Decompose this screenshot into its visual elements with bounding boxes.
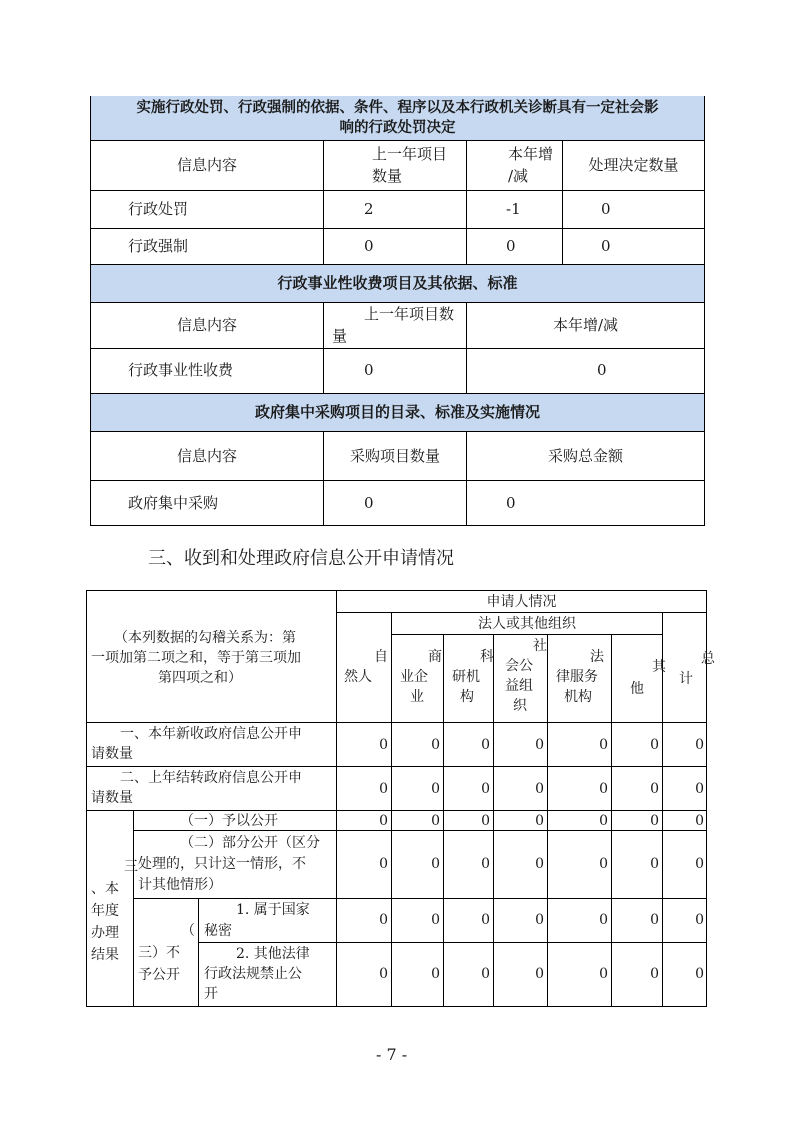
row-law-forbid-l3: 开 xyxy=(204,986,218,1002)
col-commercial-l3: 业 xyxy=(410,689,424,705)
row-admin-enforce-decisions: 0 xyxy=(601,237,611,255)
col-research-l2: 研机 xyxy=(452,669,480,685)
value-new-requests-natural: 0 xyxy=(379,737,388,753)
section2-title: 行政事业性收费项目及其依据、标准 xyxy=(277,274,518,292)
row-admin-penalty-change: -1 xyxy=(506,200,521,218)
row-carryover-l1: 二、上年结转政府信息公开申 xyxy=(120,770,302,786)
value-carryover-total: 0 xyxy=(695,781,704,797)
value-grant-commercial: 0 xyxy=(431,813,440,829)
legal-entity-header: 法人或其他组织 xyxy=(478,616,576,632)
section1-title-line1: 实施行政处罚、行政强制的依据、条件、程序以及本行政机关诊断具有一定社会影 xyxy=(136,99,659,116)
result-label-l2: 、本 xyxy=(91,881,119,897)
col-research-l3: 构 xyxy=(460,689,474,705)
col-total-l1: 总 xyxy=(701,651,715,667)
row-state-secret-l1: 1. 属于国家 xyxy=(236,902,310,918)
header-change-l1: 本年增 xyxy=(508,145,554,163)
value-grant-other: 0 xyxy=(650,813,659,829)
col-other-l1: 其 xyxy=(652,659,666,675)
row-carryover-l2: 请数量 xyxy=(91,790,133,806)
value-state-secret-natural: 0 xyxy=(379,912,388,928)
row-admin-penalty-decisions: 0 xyxy=(601,200,611,218)
value-carryover-other: 0 xyxy=(650,781,659,797)
value-partial-other: 0 xyxy=(650,856,659,872)
col-legal-l1: 法 xyxy=(590,649,604,665)
row-grant-label: （一）予以公开 xyxy=(180,813,278,829)
row-law-forbid-l1: 2. 其他法律 xyxy=(236,946,310,962)
section-heading: 三、收到和处理政府信息公开申请情况 xyxy=(148,548,454,569)
value-partial-commercial: 0 xyxy=(431,856,440,872)
col-commercial-l1: 商 xyxy=(428,649,442,665)
deny-label-l2: 三）不 xyxy=(138,945,180,961)
col-commercial-l2: 业企 xyxy=(400,669,428,685)
col-total-l2: 计 xyxy=(679,671,693,687)
value-law-forbid-other: 0 xyxy=(650,966,659,982)
result-label-l1: 三 xyxy=(124,859,138,875)
value-partial-natural: 0 xyxy=(379,856,388,872)
header2-prev-year-l1: 上一年项目数 xyxy=(364,305,455,323)
value-law-forbid-natural: 0 xyxy=(379,966,388,982)
value-new-requests-total: 0 xyxy=(695,737,704,753)
col-natural-l2: 然人 xyxy=(344,669,372,685)
col-legal-l3: 机构 xyxy=(564,689,592,705)
header-prev-year-l2: 数量 xyxy=(372,167,403,185)
section3-title: 政府集中采购项目的目录、标准及实施情况 xyxy=(254,403,540,421)
header-change-l2: /减 xyxy=(508,167,529,185)
value-new-requests-social: 0 xyxy=(535,737,544,753)
value-carryover-legal: 0 xyxy=(599,781,608,797)
note-line1: （本列数据的勾稽关系为：第 xyxy=(114,630,296,646)
row-partial-l1: （二）部分公开（区分 xyxy=(180,835,320,851)
row-admin-fee-label: 行政事业性收费 xyxy=(128,361,234,379)
header3-info-content: 信息内容 xyxy=(176,447,237,465)
value-carryover-commercial: 0 xyxy=(431,781,440,797)
value-state-secret-social: 0 xyxy=(535,912,544,928)
row-admin-enforce-change: 0 xyxy=(506,237,516,255)
value-new-requests-other: 0 xyxy=(650,737,659,753)
value-law-forbid-total: 0 xyxy=(695,966,704,982)
value-state-secret-research: 0 xyxy=(481,912,490,928)
col-social-l4: 织 xyxy=(513,698,527,714)
result-label-l5: 结果 xyxy=(91,947,119,963)
col-social-l3: 益组 xyxy=(505,678,533,694)
col-other-l2: 他 xyxy=(630,681,644,697)
value-law-forbid-research: 0 xyxy=(481,966,490,982)
section1-title-line2: 响的行政处罚决定 xyxy=(339,119,456,136)
value-carryover-research: 0 xyxy=(481,781,490,797)
row-admin-fee-prev: 0 xyxy=(364,361,374,379)
value-law-forbid-legal: 0 xyxy=(599,966,608,982)
value-new-requests-research: 0 xyxy=(481,737,490,753)
note-line2: 一项加第二项之和，等于第三项加 xyxy=(91,650,301,666)
header2-prev-year-l2: 量 xyxy=(332,327,348,345)
row-admin-penalty-label: 行政处罚 xyxy=(128,200,189,218)
row-admin-enforce-prev: 0 xyxy=(364,237,374,255)
row-admin-fee-change: 0 xyxy=(597,361,607,379)
row-partial-l2: 处理的，只计这一情形，不 xyxy=(138,856,306,872)
value-carryover-natural: 0 xyxy=(379,781,388,797)
applicant-header: 申请人情况 xyxy=(486,594,557,610)
value-new-requests-commercial: 0 xyxy=(431,737,440,753)
result-label-l3: 年度 xyxy=(91,903,119,919)
row-state-secret-l2: 秘密 xyxy=(204,923,232,939)
row-admin-enforce-label: 行政强制 xyxy=(128,237,189,255)
value-partial-social: 0 xyxy=(535,856,544,872)
value-grant-natural: 0 xyxy=(379,813,388,829)
value-law-forbid-social: 0 xyxy=(535,966,544,982)
header-decisions: 处理决定数量 xyxy=(588,156,679,174)
result-label-l4: 办理 xyxy=(91,925,119,941)
row-gov-purchase-amount: 0 xyxy=(506,494,516,512)
value-grant-social: 0 xyxy=(535,813,544,829)
col-natural-l1: 自 xyxy=(374,649,388,665)
page-number: - 7 - xyxy=(376,1045,408,1064)
deny-label-l1: （ xyxy=(181,923,195,939)
deny-label-l3: 予公开 xyxy=(138,967,180,983)
header3-purchase-amount: 采购总金额 xyxy=(547,447,623,465)
value-state-secret-legal: 0 xyxy=(599,912,608,928)
value-state-secret-total: 0 xyxy=(695,912,704,928)
value-state-secret-other: 0 xyxy=(650,912,659,928)
row-new-requests-l2: 请数量 xyxy=(91,746,133,762)
value-partial-legal: 0 xyxy=(599,856,608,872)
col-social-l1: 社 xyxy=(533,638,547,654)
header-prev-year-l1: 上一年项目 xyxy=(372,145,448,163)
col-social-l2: 会公 xyxy=(505,658,533,674)
row-admin-penalty-prev: 2 xyxy=(364,200,374,218)
header-info-content: 信息内容 xyxy=(176,156,237,174)
value-law-forbid-commercial: 0 xyxy=(431,966,440,982)
row-law-forbid-l2: 行政法规禁止公 xyxy=(204,966,302,982)
note-line3: 第四项之和） xyxy=(158,670,242,686)
row-gov-purchase-label: 政府集中采购 xyxy=(128,494,219,512)
col-legal-l2: 律服务 xyxy=(556,669,598,685)
row-new-requests-l1: 一、本年新收政府信息公开申 xyxy=(120,726,302,742)
value-new-requests-legal: 0 xyxy=(599,737,608,753)
row-partial-l3: 计其他情形） xyxy=(138,877,222,893)
value-grant-legal: 0 xyxy=(599,813,608,829)
value-partial-total: 0 xyxy=(695,856,704,872)
header3-purchase-count: 采购项目数量 xyxy=(349,447,440,465)
value-grant-total: 0 xyxy=(695,813,704,829)
row-gov-purchase-count: 0 xyxy=(364,494,374,512)
value-grant-research: 0 xyxy=(481,813,490,829)
value-carryover-social: 0 xyxy=(535,781,544,797)
value-partial-research: 0 xyxy=(481,856,490,872)
col-research-l1: 科 xyxy=(480,649,494,665)
header2-info-content: 信息内容 xyxy=(176,316,237,334)
value-state-secret-commercial: 0 xyxy=(431,912,440,928)
header2-change: 本年增/减 xyxy=(552,316,619,334)
